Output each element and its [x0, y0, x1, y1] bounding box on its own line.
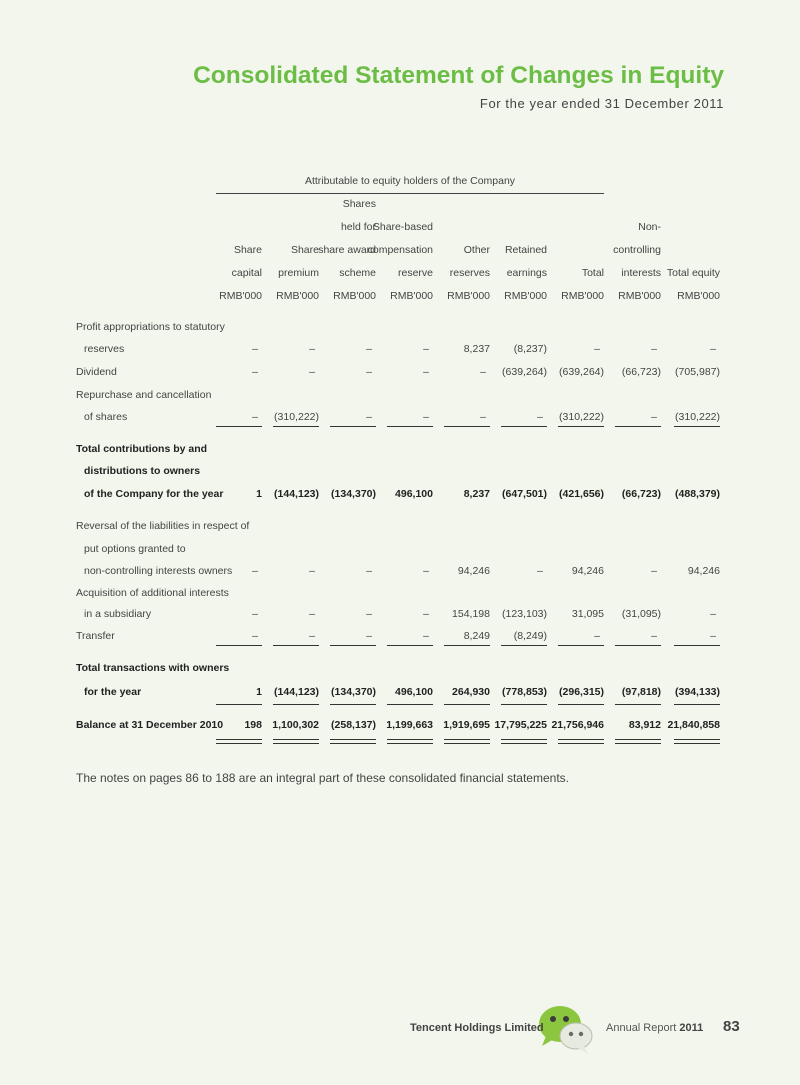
table-cell: (123,103): [502, 608, 547, 620]
table-cell: 1: [256, 686, 262, 698]
column-header-line: earnings: [506, 267, 547, 279]
table-cell: –: [366, 565, 372, 577]
page-subtitle: For the year ended 31 December 2011: [479, 96, 724, 111]
table-cell: 8,237: [463, 488, 490, 500]
row-label: Total contributions by and: [76, 443, 208, 455]
subtotal-rule: [387, 645, 433, 646]
total-double-rule: [558, 739, 604, 744]
table-cell: –: [480, 366, 486, 378]
column-header-line: controlling: [613, 244, 661, 256]
table-cell: –: [366, 630, 372, 642]
table-cell: –: [366, 343, 372, 355]
table-cell: 496,100: [395, 488, 433, 500]
table-cell: (394,133): [675, 686, 720, 698]
subtotal-rule: [330, 645, 376, 646]
column-header-line: Share-based: [372, 221, 433, 233]
table-cell: (134,370): [331, 686, 376, 698]
table-cell: 1,100,302: [272, 719, 319, 731]
table-cell: –: [594, 343, 600, 355]
column-header-line: RMB'000: [447, 290, 490, 302]
row-label: Transfer: [76, 630, 115, 642]
column-header-line: share award: [318, 244, 376, 256]
table-cell: 496,100: [395, 686, 433, 698]
table-cell: (66,723): [621, 366, 661, 378]
subtotal-rule: [273, 704, 319, 705]
table-cell: (97,818): [621, 686, 661, 698]
table-cell: (778,853): [502, 686, 547, 698]
subtotal-rule: [273, 426, 319, 427]
table-cell: 21,756,946: [551, 719, 604, 731]
table-cell: 94,246: [457, 565, 490, 577]
column-header-line: RMB'000: [390, 290, 433, 302]
subtotal-rule: [615, 704, 661, 705]
table-cell: –: [651, 630, 657, 642]
table-cell: 94,246: [687, 565, 720, 577]
table-cell: –: [423, 630, 429, 642]
subtotal-rule: [674, 645, 720, 646]
table-cell: –: [252, 366, 258, 378]
subtotal-rule: [387, 426, 433, 427]
total-double-rule: [387, 739, 433, 744]
table-cell: (144,123): [274, 488, 319, 500]
column-header-line: scheme: [339, 267, 376, 279]
row-label: of the Company for the year: [84, 488, 224, 500]
table-cell: –: [309, 366, 315, 378]
page-title: Consolidated Statement of Changes in Equity: [193, 62, 724, 89]
table-cell: (310,222): [675, 411, 720, 423]
subtotal-rule: [444, 645, 490, 646]
column-header-line: Share: [290, 244, 319, 256]
column-header-line: RMB'000: [333, 290, 376, 302]
column-header-line: Shares: [342, 198, 376, 210]
subtotal-rule: [330, 704, 376, 705]
row-label: distributions to owners: [84, 465, 201, 477]
column-header-line: Total: [581, 267, 604, 279]
row-label: Dividend: [76, 366, 117, 378]
total-double-rule: [444, 739, 490, 744]
table-cell: –: [366, 366, 372, 378]
table-cell: (258,137): [331, 719, 376, 731]
table-cell: –: [366, 608, 372, 620]
table-cell: –: [252, 343, 258, 355]
table-cell: –: [423, 608, 429, 620]
table-cell: 264,930: [452, 686, 490, 698]
column-header-line: RMB'000: [677, 290, 720, 302]
row-label: for the year: [84, 686, 142, 698]
table-cell: (144,123): [274, 686, 319, 698]
footer-report-text: Annual Report: [606, 1022, 677, 1034]
table-cell: 8,237: [463, 343, 490, 355]
row-label: Total transactions with owners: [76, 662, 230, 674]
subtotal-rule: [674, 704, 720, 705]
column-header-line: reserve: [397, 267, 433, 279]
total-double-rule: [330, 739, 376, 744]
table-cell: 1,919,695: [443, 719, 490, 731]
table-cell: (639,264): [559, 366, 604, 378]
table-cell: (639,264): [502, 366, 547, 378]
column-header-line: Other: [463, 244, 490, 256]
table-cell: 31,095: [571, 608, 604, 620]
subtotal-rule: [387, 704, 433, 705]
column-header-line: RMB'000: [618, 290, 661, 302]
table-cell: (310,222): [274, 411, 319, 423]
group-header-rule: [216, 193, 604, 194]
table-cell: –: [594, 630, 600, 642]
subtotal-rule: [501, 645, 547, 646]
total-double-rule: [615, 739, 661, 744]
table-cell: –: [423, 366, 429, 378]
table-cell: 94,246: [571, 565, 604, 577]
subtotal-rule: [558, 426, 604, 427]
table-cell: –: [252, 608, 258, 620]
table-cell: 198: [244, 719, 262, 731]
subtotal-rule: [444, 704, 490, 705]
column-header-line: interests: [621, 267, 661, 279]
table-cell: –: [309, 343, 315, 355]
table-cell: –: [309, 608, 315, 620]
table-cell: –: [309, 565, 315, 577]
row-label: Balance at 31 December 2010: [76, 719, 224, 731]
table-cell: –: [252, 565, 258, 577]
table-cell: –: [651, 565, 657, 577]
subtotal-rule: [558, 645, 604, 646]
column-header-line: Share: [233, 244, 262, 256]
subtotal-rule: [273, 645, 319, 646]
column-header-line: RMB'000: [219, 290, 262, 302]
subtotal-rule: [615, 426, 661, 427]
subtotal-rule: [501, 704, 547, 705]
table-cell: –: [423, 565, 429, 577]
total-double-rule: [216, 739, 262, 744]
table-cell: –: [651, 343, 657, 355]
column-header-line: RMB'000: [504, 290, 547, 302]
table-cell: –: [710, 630, 716, 642]
table-cell: (8,249): [513, 630, 547, 642]
table-cell: 83,912: [628, 719, 661, 731]
column-header-line: Retained: [504, 244, 547, 256]
subtotal-rule: [444, 426, 490, 427]
footer-company-name: Tencent Holdings Limited: [410, 1022, 544, 1034]
table-cell: (66,723): [621, 488, 661, 500]
footer-report-label: [606, 1022, 703, 1034]
total-double-rule: [674, 739, 720, 744]
table-cell: –: [480, 411, 486, 423]
table-cell: (134,370): [331, 488, 376, 500]
column-header-line: held for: [340, 221, 376, 233]
table-cell: –: [651, 411, 657, 423]
table-cell: 21,840,858: [667, 719, 720, 731]
table-cell: –: [710, 608, 716, 620]
row-label: Reversal of the liabilities in respect of: [76, 520, 250, 532]
footer-report-year: 2011: [679, 1022, 704, 1034]
table-cell: (647,501): [502, 488, 547, 500]
table-cell: (31,095): [621, 608, 661, 620]
column-header-line: Non-: [638, 221, 661, 233]
row-label: non-controlling interests owners: [84, 565, 233, 577]
table-cell: –: [710, 343, 716, 355]
row-label: Repurchase and cancellation: [76, 389, 212, 401]
table-cell: –: [309, 630, 315, 642]
table-cell: –: [423, 411, 429, 423]
column-header-line: capital: [231, 267, 262, 279]
page-number: 83: [723, 1018, 740, 1035]
subtotal-rule: [558, 704, 604, 705]
table-cell: –: [366, 411, 372, 423]
subtotal-rule: [674, 426, 720, 427]
table-cell: (705,987): [675, 366, 720, 378]
column-header-line: Total equity: [666, 267, 720, 279]
subtotal-rule: [216, 704, 262, 705]
subtotal-rule: [615, 645, 661, 646]
column-header-line: RMB'000: [561, 290, 604, 302]
table-cell: –: [537, 411, 543, 423]
table-cell: (310,222): [559, 411, 604, 423]
total-double-rule: [501, 739, 547, 744]
row-label: put options granted to: [84, 543, 186, 555]
table-cell: (421,656): [559, 488, 604, 500]
subtotal-rule: [501, 426, 547, 427]
column-header-line: compensation: [367, 244, 433, 256]
table-cell: 154,198: [452, 608, 490, 620]
table-cell: –: [537, 565, 543, 577]
row-label: in a subsidiary: [84, 608, 152, 620]
column-header-line: premium: [278, 267, 319, 279]
subtotal-rule: [216, 426, 262, 427]
table-cell: 8,249: [463, 630, 490, 642]
table-cell: –: [252, 411, 258, 423]
column-header: [650, 196, 720, 308]
table-cell: 17,795,225: [494, 719, 547, 731]
table-cell: (488,379): [675, 488, 720, 500]
subtotal-rule: [330, 426, 376, 427]
table-cell: 1: [256, 488, 262, 500]
table-cell: (296,315): [559, 686, 604, 698]
total-double-rule: [273, 739, 319, 744]
row-label: of shares: [84, 411, 128, 423]
notes-text: The notes on pages 86 to 188 are an integral part of these consolidated financial statements.: [76, 771, 569, 785]
table-cell: (8,237): [513, 343, 547, 355]
table-cell: –: [423, 343, 429, 355]
subtotal-rule: [216, 645, 262, 646]
row-label: reserves: [84, 343, 125, 355]
column-header-line: reserves: [449, 267, 490, 279]
table-cell: 1,199,663: [386, 719, 433, 731]
column-header-line: RMB'000: [276, 290, 319, 302]
table-cell: –: [252, 630, 258, 642]
row-label: Acquisition of additional interests: [76, 587, 229, 599]
row-label: Profit appropriations to statutory: [76, 321, 225, 333]
group-header: Attributable to equity holders of the Company: [304, 175, 516, 187]
